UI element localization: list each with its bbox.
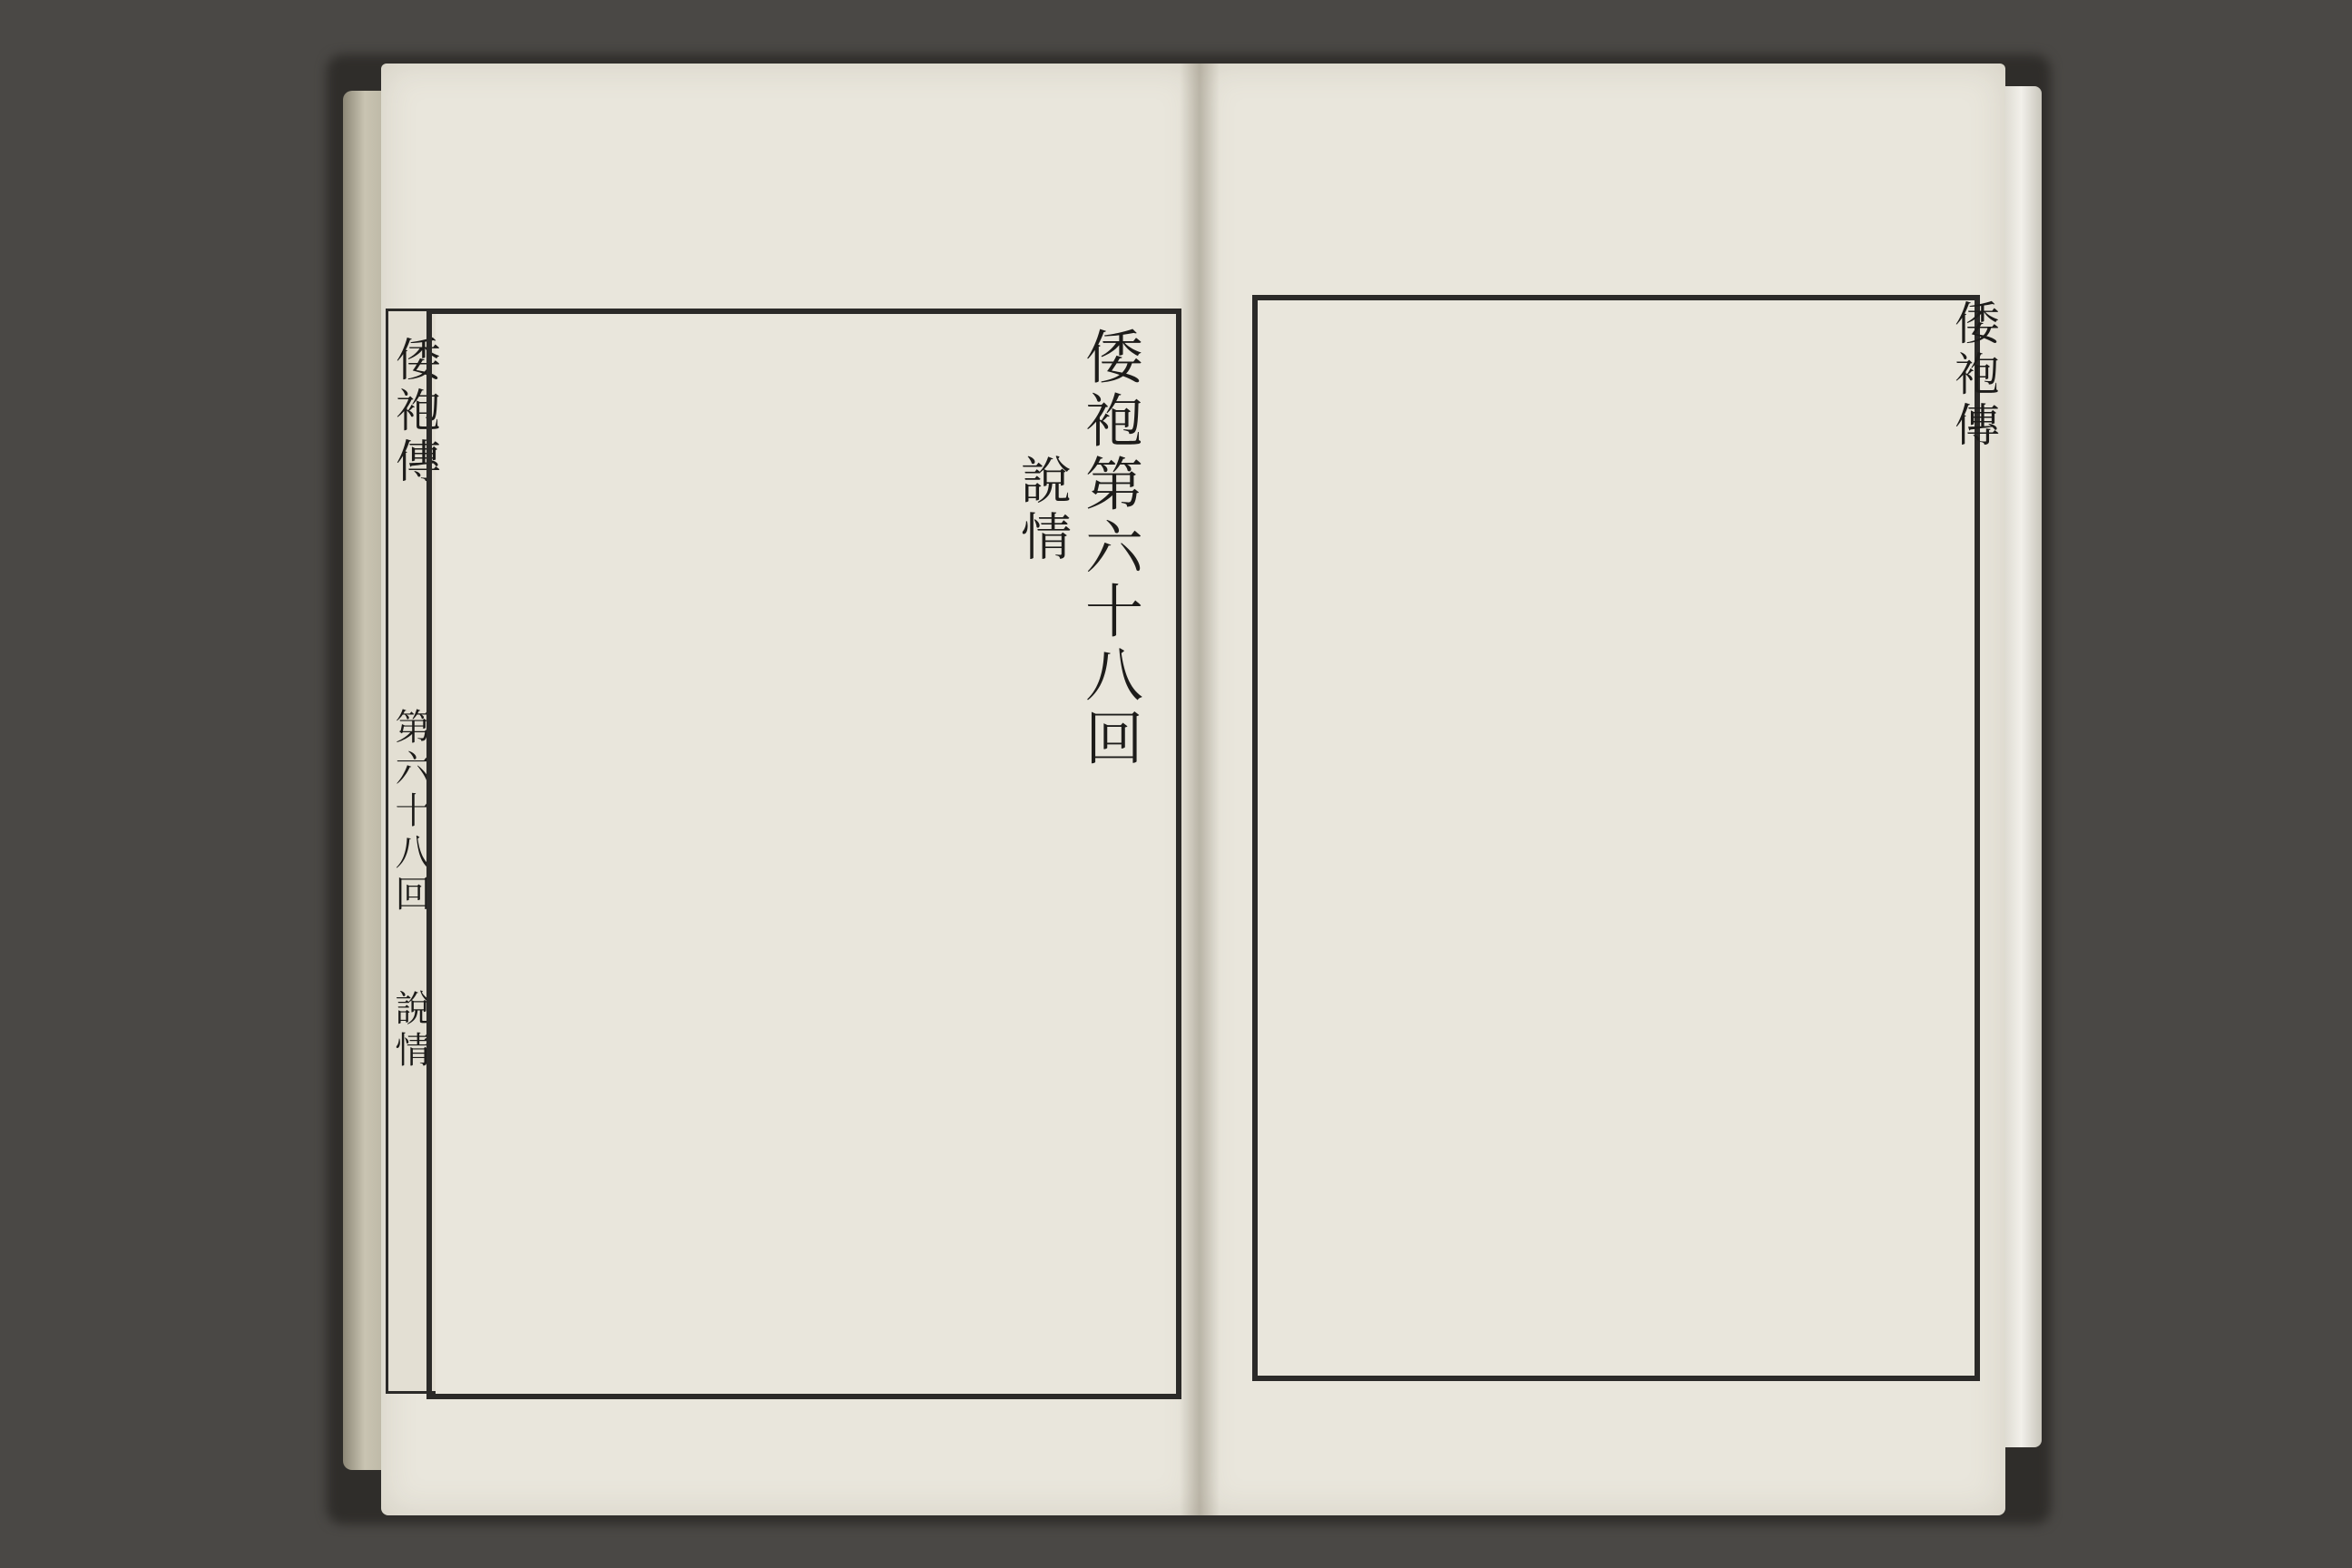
right-margin-title: 倭袍傳 bbox=[1947, 299, 2000, 452]
page-edge-right bbox=[2001, 86, 2042, 1447]
chapter-heading: 倭袍第六十八回 bbox=[1075, 327, 1142, 771]
book-gutter bbox=[1180, 64, 1220, 1515]
left-margin-chapter: 第六十八回 bbox=[389, 708, 431, 916]
left-margin-section: 說情 bbox=[389, 989, 431, 1073]
section-label: 說情 bbox=[1013, 454, 1072, 566]
right-text-frame bbox=[1252, 295, 1980, 1381]
left-margin-title: 倭袍傳 bbox=[388, 336, 441, 488]
